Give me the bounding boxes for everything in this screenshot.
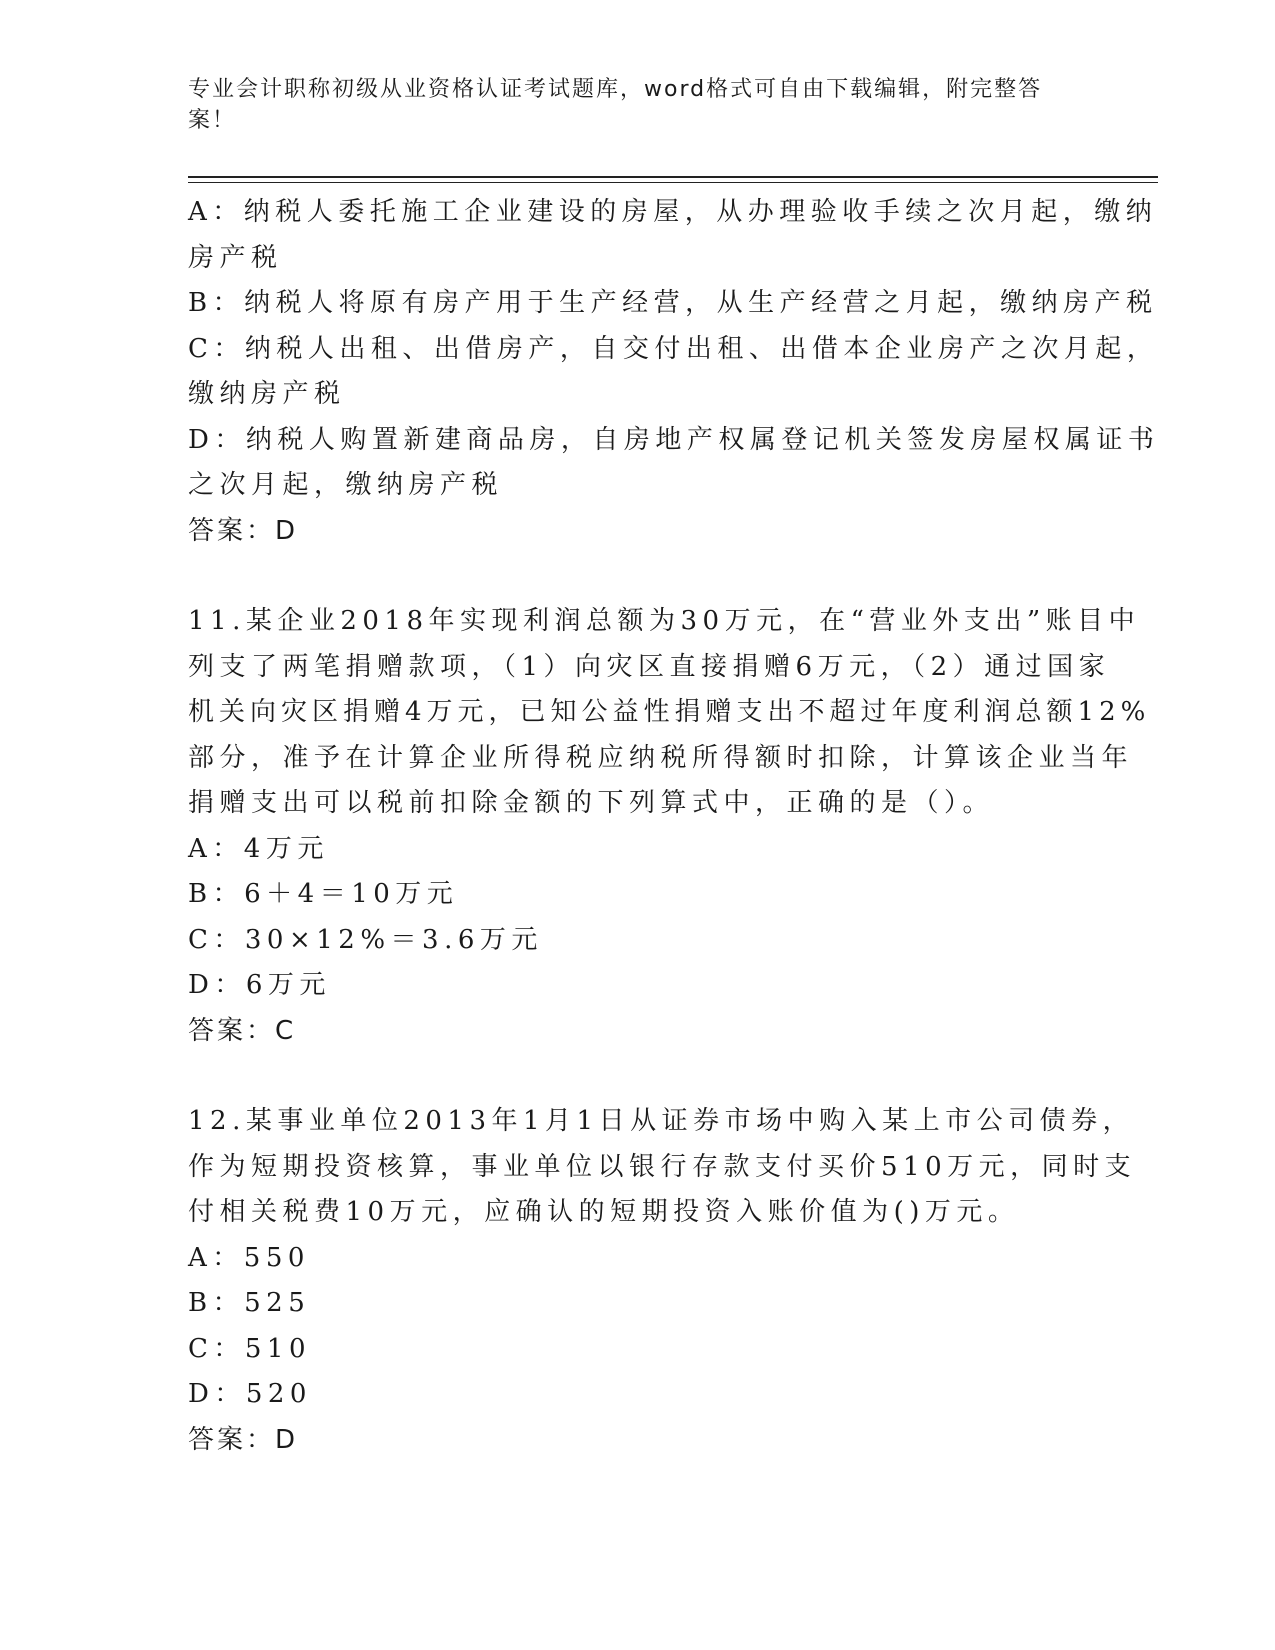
q12-stem-line: 付相关税费10万元，应确认的短期投资入账价值为()万元。 xyxy=(188,1197,1020,1227)
q11-stem-line: 11.某企业2018年实现利润总额为30万元，在“营业外支出”账目中 xyxy=(188,606,1141,636)
q11-option-b: B：6＋4＝10万元 xyxy=(188,879,459,909)
question-10-options xyxy=(188,190,1160,554)
q10-line: 房产税 xyxy=(188,242,283,273)
header-line-1: 专业会计职称初级从业资格认证考试题库，word格式可自由下载编辑，附完整答 xyxy=(188,77,1043,102)
q12-option-b: B：525 xyxy=(188,1288,311,1318)
q11-stem-line: 列支了两笔捐赠款项，（1）向灾区直接捐赠6万元，（2）通过国家 xyxy=(188,651,1111,682)
q12-option-c: C：510 xyxy=(188,1333,312,1364)
q11-stem-line: 机关向灾区捐赠4万元，已知公益性捐赠支出不超过年度利润总额12% xyxy=(188,697,1151,727)
header-line-2: 案！ xyxy=(188,108,237,133)
q10-line: 之次月起，缴纳房产税 xyxy=(188,470,504,500)
q10-line: D：纳税人购置新建商品房，自房地产权属登记机关签发房屋权属证书 xyxy=(188,424,1160,455)
q11-stem-line: 捐赠支出可以税前扣除金额的下列算式中，正确的是（）。 xyxy=(188,788,995,818)
q11-option-a: A：4万元 xyxy=(188,833,329,864)
header-rule-thick xyxy=(188,176,1158,178)
q10-line: A：纳税人委托施工企业建设的房屋，从办理验收手续之次月起，缴纳 xyxy=(188,197,1158,227)
q11-option-c: C：30×12%＝3.6万元 xyxy=(188,924,543,955)
q11-option-d: D：6万元 xyxy=(188,970,331,1000)
q11-stem-line: 部分，准予在计算企业所得税应纳税所得额时扣除，计算该企业当年 xyxy=(188,742,1134,773)
q10-line: C：纳税人出租、出借房产，自交付出租、出借本企业房产之次月起， xyxy=(188,333,1159,364)
q12-stem-line: 作为短期投资核算，事业单位以银行存款支付买价510万元，同时支 xyxy=(188,1151,1137,1182)
header-rule-thin xyxy=(188,182,1158,183)
question-11 xyxy=(188,599,1151,1054)
q10-line: 缴纳房产税 xyxy=(188,379,346,409)
document-header xyxy=(188,74,1068,136)
q10-answer: 答案：D xyxy=(188,515,299,546)
question-spacer xyxy=(188,1054,1088,1099)
q12-stem-line: 12.某事业单位2013年1月1日从证券市场中购入某上市公司债券， xyxy=(188,1106,1135,1136)
question-12 xyxy=(188,1099,1137,1463)
q11-answer: 答案：C xyxy=(188,1015,297,1046)
q12-option-a: A：550 xyxy=(188,1242,310,1273)
q12-option-d: D：520 xyxy=(188,1379,312,1409)
question-content xyxy=(188,190,1160,1463)
question-spacer xyxy=(188,554,1088,599)
q12-answer: 答案：D xyxy=(188,1424,299,1455)
q10-line: B：纳税人将原有房产用于生产经营，从生产经营之月起，缴纳房产税 xyxy=(188,288,1158,318)
